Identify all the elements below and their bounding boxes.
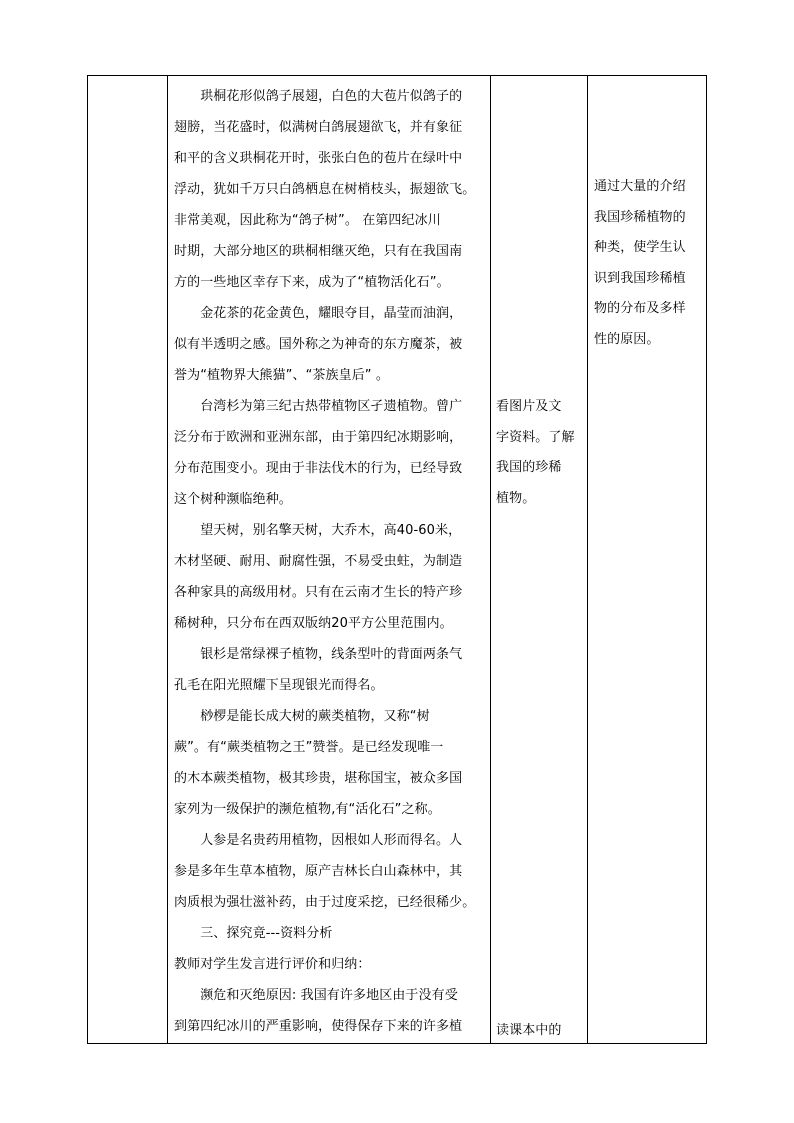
text-line: 看图片及文 <box>496 399 562 414</box>
text-line: 稀树种，只分布在西双版纳20平方公里范围内。 <box>174 616 453 631</box>
text-line: 分布范围变小。现由于非法伐木的行为，已经导致 <box>174 461 463 476</box>
text-line: 物的分布及多样 <box>594 301 686 316</box>
text-line: 人参是名贵药用植物，因根如人形而得名。人 <box>174 833 463 848</box>
text-line: 桫椤是能长成大树的蕨类植物，又称“树 <box>174 709 430 724</box>
text-line: 到第四纪冰川的严重影响，使得保存下来的许多植 <box>174 1019 463 1034</box>
text-line: 非常美观，因此称为“鸽子树”。 在第四纪冰川 <box>174 213 441 228</box>
text-line: 植物。 <box>496 490 536 506</box>
text-line: 通过大量的介绍 <box>594 179 686 194</box>
text-line: 参是多年生草本植物，原产吉林长白山森林中，其 <box>174 864 463 879</box>
text-line: 和平的含义珙桐花开时，张张白色的苞片在绿叶中 <box>174 151 463 166</box>
column-divider <box>167 76 168 1043</box>
text-line: 浮动，犹如千万只白鸽栖息在树梢枝头，振翅欲飞。 <box>174 182 476 197</box>
text-line: 我国珍稀植物的 <box>594 209 686 225</box>
text-line: 的木本蕨类植物，极其珍贵，堪称国宝，被众多国 <box>174 771 463 786</box>
text-line: 识到我国珍稀植 <box>594 270 686 286</box>
text-line: 这个树种濒临绝种。 <box>174 492 292 507</box>
text-line: 濒危和灭绝原因: 我国有许多地区由于没有受 <box>174 988 458 1003</box>
text-line: 肉质根为强壮滋补药，由于过度采挖，已经很稀少。 <box>174 895 476 910</box>
text-line: 木材坚硬、耐用、耐腐性强，不易受虫蛀，为制造 <box>174 554 463 569</box>
text-line: 金花茶的花金黄色，耀眼夺目，晶莹而油润， <box>174 306 463 321</box>
text-line: 我国的珍稀 <box>496 460 562 475</box>
text-line: 各种家具的高级用材。只有在云南才生长的特产珍 <box>174 585 463 600</box>
column-divider <box>587 76 588 1043</box>
text-line: 蕨”。有“蕨类植物之王”赞誉。是已经发现唯一 <box>174 740 444 755</box>
text-line: 家列为一级保护的濒危植物,有“活化石”之称。 <box>174 802 441 817</box>
student-activity-cell <box>496 392 584 514</box>
text-line: 孔毛在阳光照耀下呈现银光而得名。 <box>174 678 384 693</box>
design-intent-cell <box>594 172 706 355</box>
lesson-table <box>87 75 707 1044</box>
text-line: 教师对学生发言进行评价和归纳： <box>174 957 371 972</box>
teaching-content-cell <box>174 81 494 1042</box>
text-line: 翅膀，当花盛时，似满树白鸽展翅欲飞，并有象征 <box>174 120 463 135</box>
text-line: 银杉是常绿裸子植物，线条型叶的背面两条气 <box>174 647 463 662</box>
student-activity-next-cell <box>496 1016 584 1047</box>
text-line: 似有半透明之感。国外称之为神奇的东方魔茶，被 <box>174 337 463 352</box>
text-line: 种类，使学生认 <box>594 240 686 255</box>
text-line: 望天树，别名擎天树，大乔木，高40-60米， <box>174 523 462 538</box>
text-line: 珙桐花形似鸽子展翅，白色的大苞片似鸽子的 <box>174 89 463 104</box>
text-line: 誉为“植物界大熊猫”、“茶族皇后” 。 <box>174 368 389 383</box>
text-line: 方的一些地区幸存下来，成为了“植物活化石”。 <box>174 275 450 290</box>
text-line: 性的原因。 <box>594 331 660 347</box>
text-line: 时期，大部分地区的珙桐相继灭绝，只有在我国南 <box>174 244 463 259</box>
text-line: 台湾杉为第三纪古热带植物区孑遗植物。曾广 <box>174 399 463 414</box>
text-line: 三、探究竟---资料分析 <box>174 926 333 941</box>
text-line: 读课本中的 <box>496 1023 562 1038</box>
text-line: 字资料。了解 <box>496 429 575 445</box>
text-line: 泛分布于欧洲和亚洲东部，由于第四纪冰期影响， <box>174 430 463 445</box>
